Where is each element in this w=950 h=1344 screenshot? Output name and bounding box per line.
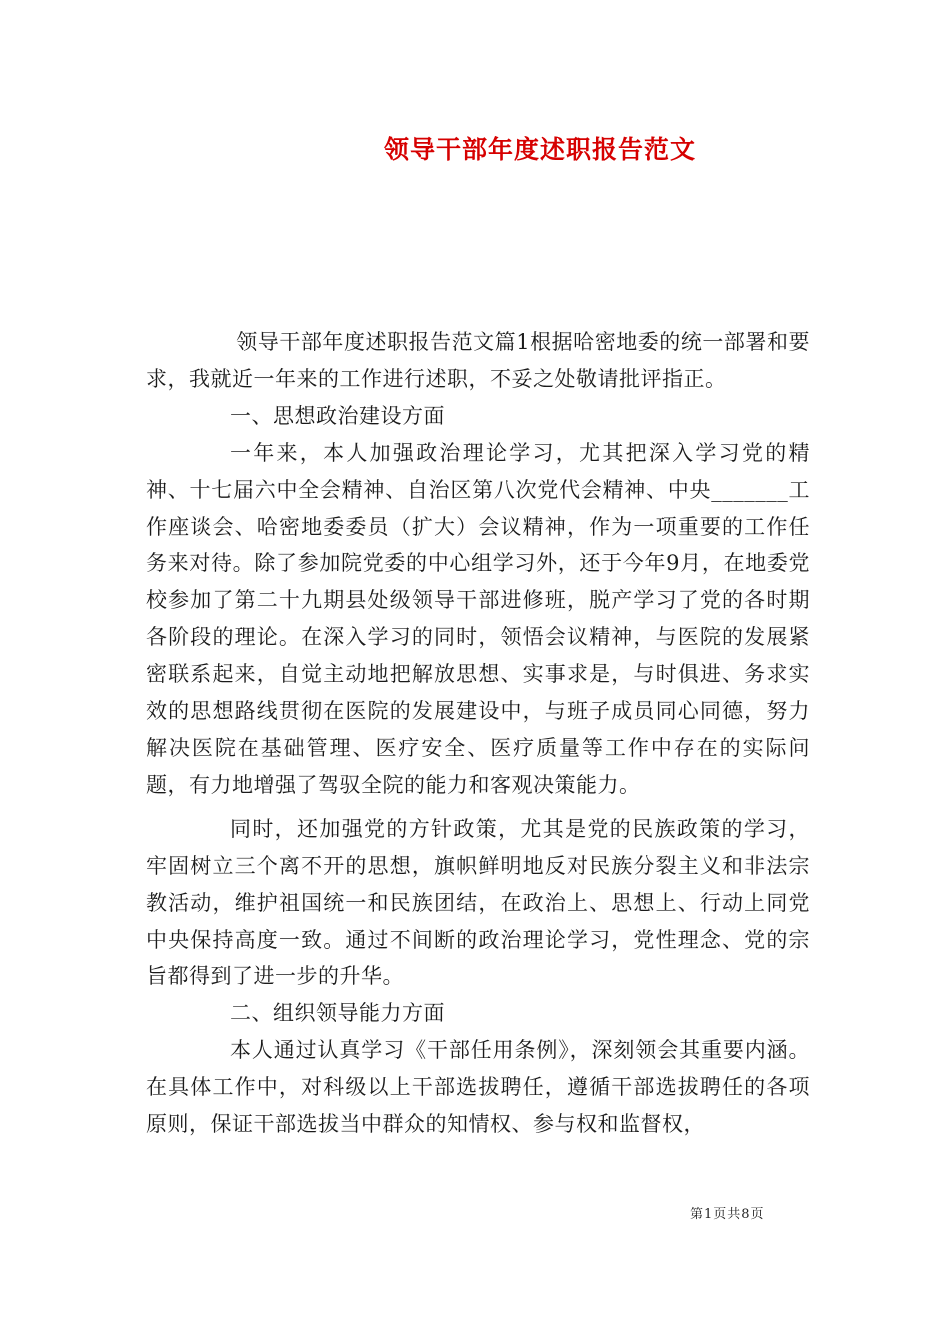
document-body: [146, 324, 810, 1143]
paragraph-leadership: 本人通过认真学习《干部任用条例》，深刻领会其重要内涵。在具体工作中，对科级以上干部选拔聘任，遵循干部选拔聘任的各项原则，保证干部选拔当中群众的知情权、参与权和监督权，: [146, 1038, 810, 1137]
document-title: 领导干部年度述职报告范文: [383, 135, 696, 164]
paragraph-policy-study: 同时，还加强党的方针政策，尤其是党的民族政策的学习，牢固树立三个离不开的思想，旗帜鲜明地反对民族分裂主义和非法宗教活动，维护祖国统一和民族团结，在政治上、思想上、行动上同党中央保持高度一致。通过不间断的政治理论学习，党性理念、党的宗旨都得到了进一步的升华。: [146, 816, 810, 989]
section-heading-1: 一、思想政治建设方面: [230, 403, 445, 428]
page-number: 第1页共8页: [690, 1207, 765, 1222]
section-heading-2: 二、组织领导能力方面: [230, 1001, 445, 1026]
paragraph-intro: 领导干部年度述职报告范文篇1根据哈密地委的统一部署和要求，我就近一年来的工作进行述职，不妥之处敬请批评指正。: [146, 330, 810, 391]
paragraph-political-study: 一年来，本人加强政治理论学习，尤其把深入学习党的精神、十七届六中全会精神、自治区第八次党代会精神、中央_______工作座谈会、哈密地委委员（扩大）会议精神，作为一项重要的工作任务来对待。除了参加院党委的中心组学习外，还于今年9月，在地委党校参加了第二十九期县处级领导干部进修班，脱产学习了党的各时期各阶段的理论。在深入学习的同时，领悟会议精神，与医院的发展紧密联系起来，自觉主动地把解放思想、实事求是，与时俱进、务求实效的思想路线贯彻在医院的发展建设中，与班子成员同心同德，努力解决医院在基础管理、医疗安全、医疗质量等工作中存在的实际问题，有力地增强了驾驭全院的能力和客观决策能力。: [146, 440, 810, 797]
